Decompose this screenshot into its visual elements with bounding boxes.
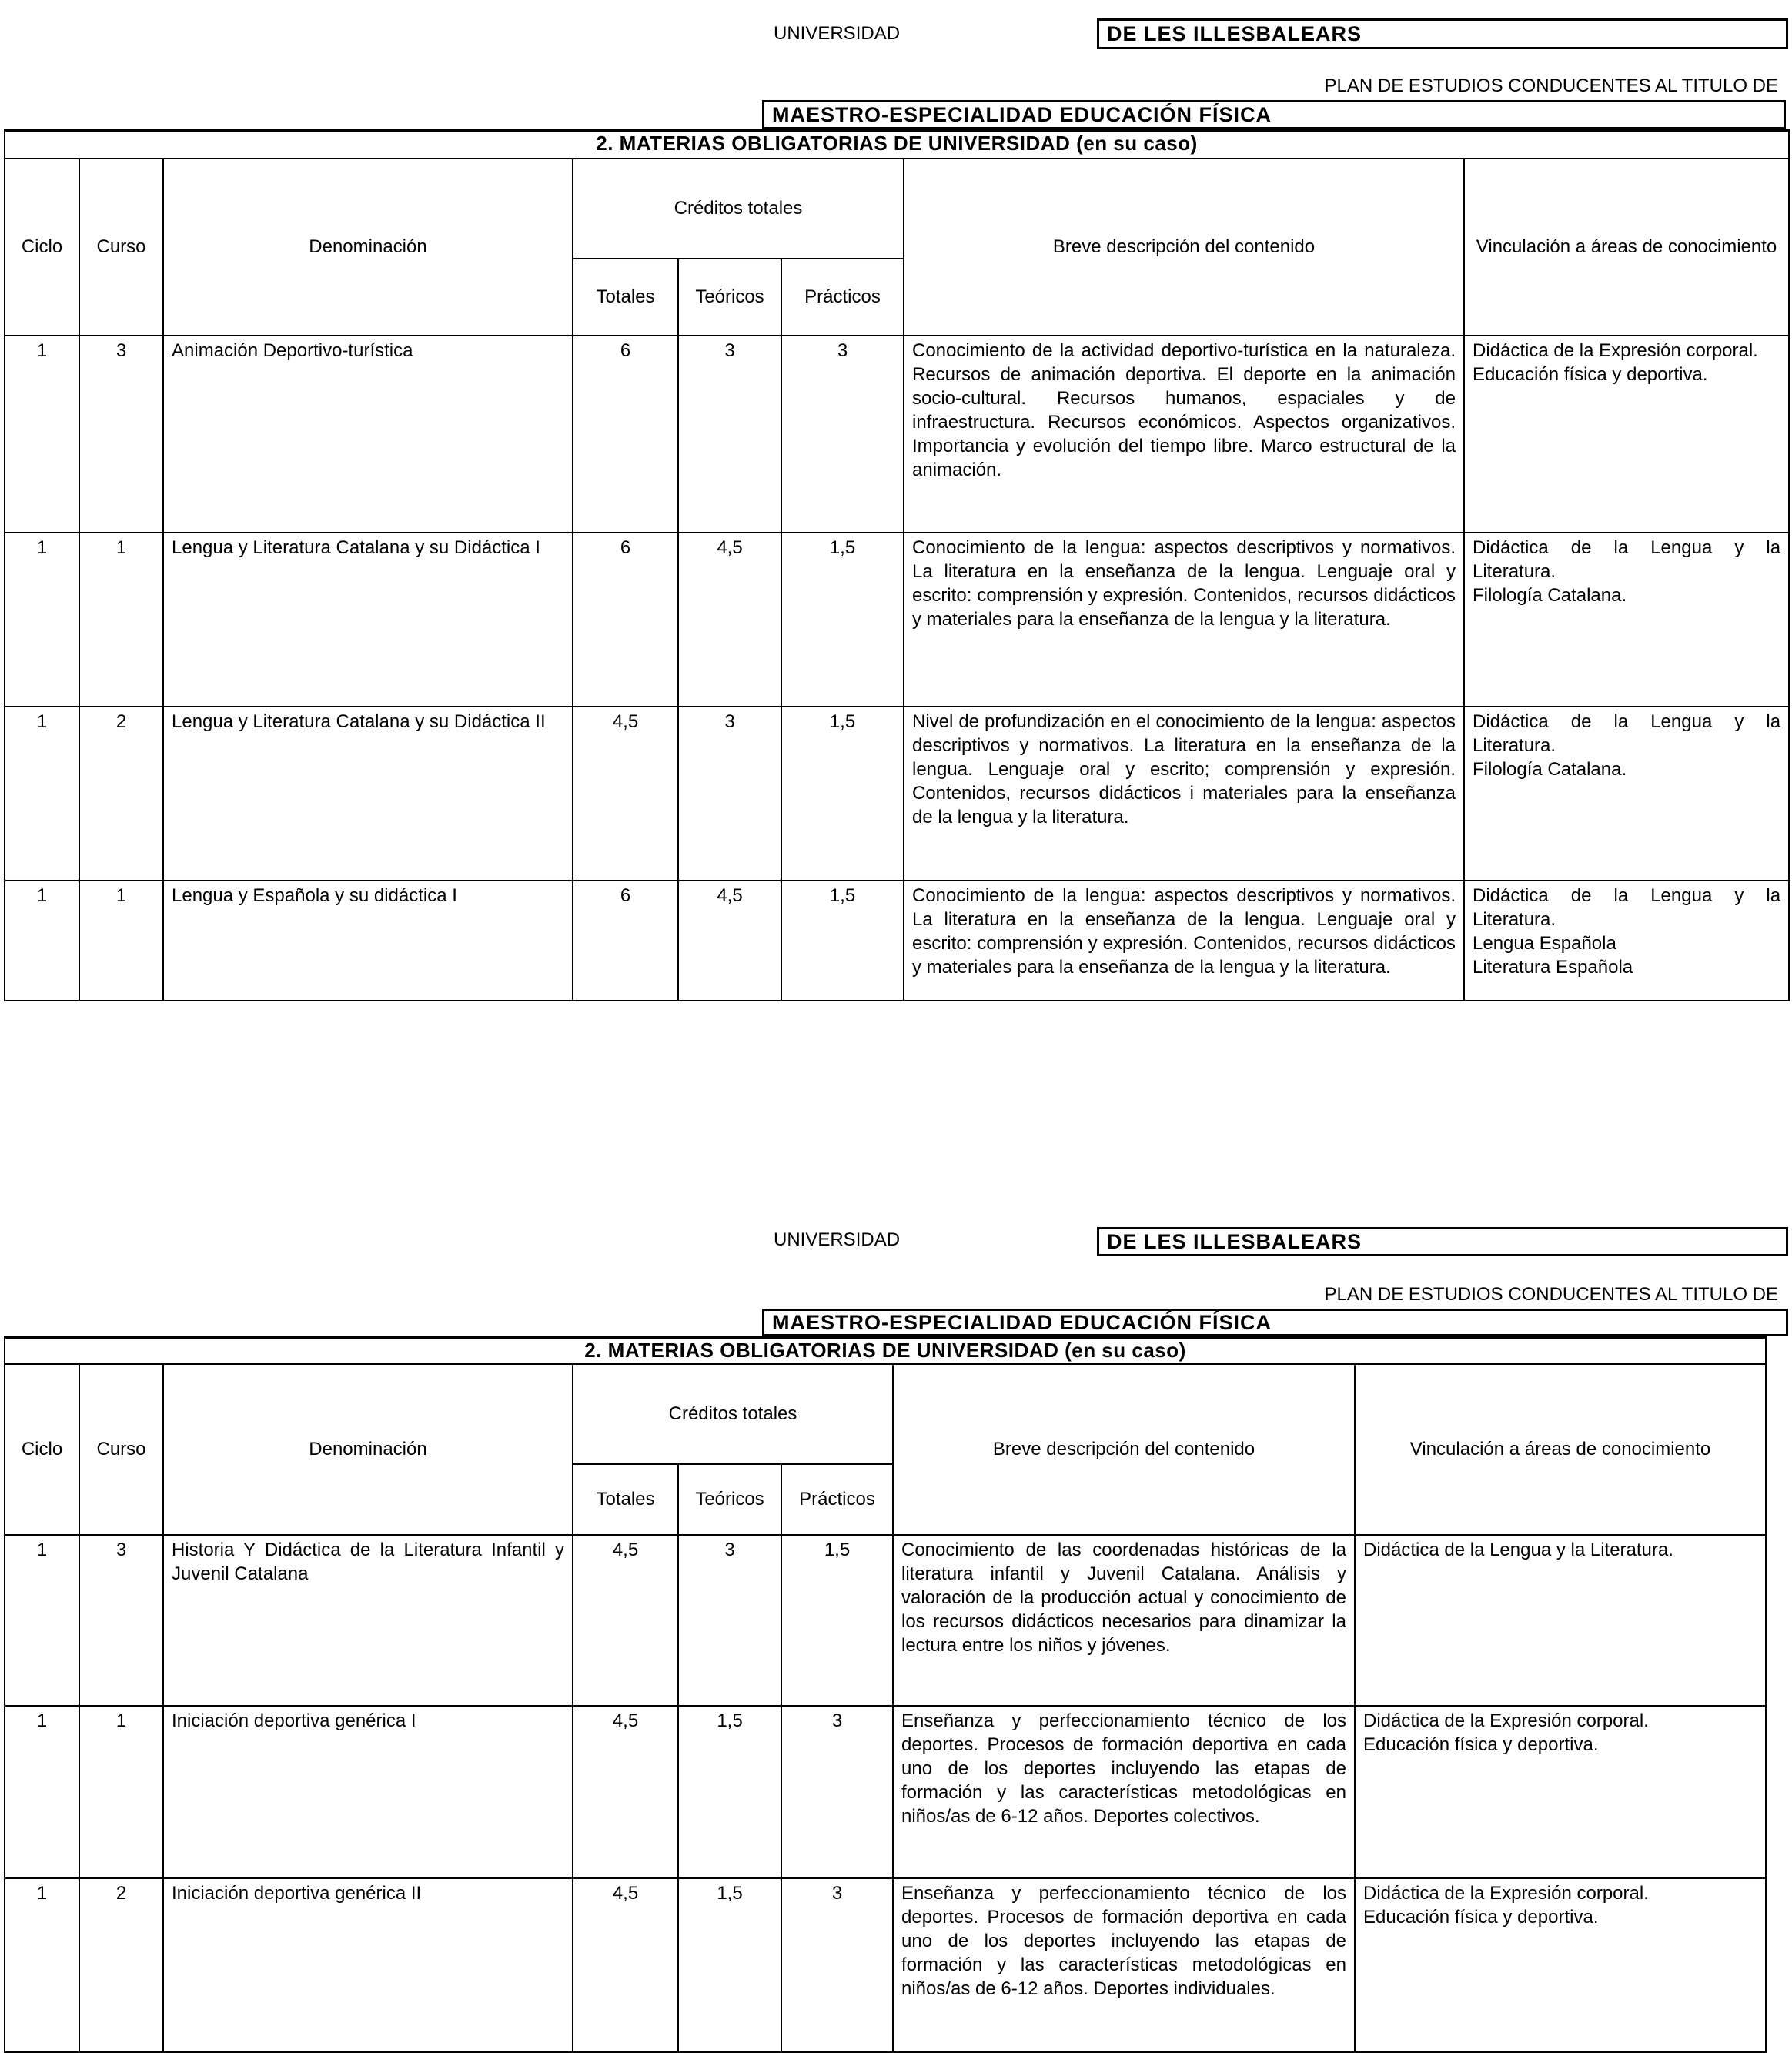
cell-teoricos: 4,5: [678, 533, 781, 707]
vinculacion-line: Filología Catalana.: [1473, 584, 1627, 606]
vinculacion-line: Didáctica de la Expresión corporal.: [1473, 339, 1758, 361]
cell-denominacion: Lengua y Literatura Catalana y su Didáctica II: [163, 707, 573, 881]
university-label: UNIVERSIDAD: [774, 23, 901, 44]
plan-table: [4, 1336, 1767, 2053]
header-teoricos: Teóricos: [678, 259, 781, 336]
cell-totales: 6: [573, 336, 678, 533]
header-vinculacion: Vinculación a áreas de conocimiento: [1464, 159, 1789, 336]
header-vinculacion: Vinculación a áreas de conocimiento: [1355, 1364, 1766, 1535]
vinculacion-line: Filología Catalana.: [1473, 758, 1627, 780]
cell-curso: 1: [79, 533, 163, 707]
header-teoricos: Teóricos: [678, 1464, 781, 1535]
vinculacion-line: Didáctica de la Expresión corporal.: [1363, 1710, 1649, 1731]
cell-ciclo: 1: [5, 336, 79, 533]
cell-descripcion: Conocimiento de la actividad deportivo-turística en la naturaleza. Recursos de animación deportiva. El deporte en la animación socio-cultural. Recursos humanos, espaciales y de infraestructura. Recursos económicos. Aspectos organizativos. Importancia y evolución del tiempo libre. Marco estructural de la animación.: [904, 336, 1464, 533]
cell-practicos: 3: [781, 336, 904, 533]
header-totales: Totales: [573, 1464, 678, 1535]
cell-descripcion: Enseñanza y perfeccionamiento técnico de los deportes. Procesos de formación deportiva en cada uno de los deportes incluyendo las etapas de formación y las características metodológicas en niños/as de 6-12 años. Deportes individuales.: [893, 1878, 1355, 2052]
cell-denominacion: Lengua y Literatura Catalana y su Didáctica I: [163, 533, 573, 707]
header-descripcion: Breve descripción del contenido: [893, 1364, 1355, 1535]
cell-totales: 6: [573, 533, 678, 707]
cell-practicos: 1,5: [781, 707, 904, 881]
cell-ciclo: 1: [5, 533, 79, 707]
cell-denominacion: Iniciación deportiva genérica I: [163, 1706, 573, 1878]
header-practicos: Prácticos: [781, 1464, 893, 1535]
university-name-box: DE LES ILLESBALEARS: [1097, 1227, 1788, 1256]
header-ciclo: Ciclo: [5, 1364, 79, 1535]
cell-teoricos: 4,5: [678, 881, 781, 1001]
cell-vinculacion: [1355, 1878, 1766, 2052]
degree-title-box: MAESTRO-ESPECIALIDAD EDUCACIÓN FÍSICA: [762, 1309, 1788, 1336]
cell-totales: 4,5: [573, 1706, 678, 1878]
cell-totales: 4,5: [573, 707, 678, 881]
vinculacion-line: Educación física y deportiva.: [1473, 363, 1708, 385]
table-row: [5, 1706, 1766, 1878]
cell-ciclo: 1: [5, 881, 79, 1001]
header-denominacion: Denominación: [163, 1364, 573, 1535]
cell-ciclo: 1: [5, 707, 79, 881]
cell-totales: 4,5: [573, 1535, 678, 1706]
cell-curso: 3: [79, 1535, 163, 1706]
cell-ciclo: 1: [5, 1706, 79, 1878]
vinculacion-line: Literatura Española: [1473, 956, 1633, 978]
vinculacion-line: Lengua Española: [1473, 932, 1616, 954]
vinculacion-line: Didáctica de la Lengua y la Literatura.: [1473, 711, 1781, 756]
plan-label: PLAN DE ESTUDIOS CONDUCENTES AL TITULO DE: [1324, 75, 1778, 96]
cell-teoricos: 1,5: [678, 1706, 781, 1878]
cell-descripcion: Nivel de profundización en el conocimiento de la lengua: aspectos descriptivos y normativos. La literatura en la enseñanza de la lengua. Lenguaje oral y escrito; comprensión y expresión. Contenidos, recursos didácticos i materiales para la enseñanza de la lengua y la literatura.: [904, 707, 1464, 881]
section-title: 2. MATERIAS OBLIGATORIAS DE UNIVERSIDAD (en su caso): [5, 1338, 1766, 1364]
section-title: 2. MATERIAS OBLIGATORIAS DE UNIVERSIDAD (en su caso): [5, 131, 1789, 159]
vinculacion-line: Didáctica de la Expresión corporal.: [1363, 1882, 1649, 1904]
cell-denominacion: Animación Deportivo-turística: [163, 336, 573, 533]
table-row: [5, 707, 1789, 881]
cell-practicos: 3: [781, 1706, 893, 1878]
header-practicos: Prácticos: [781, 259, 904, 336]
cell-teoricos: 3: [678, 707, 781, 881]
cell-vinculacion: [1355, 1535, 1766, 1706]
vinculacion-line: Educación física y deportiva.: [1363, 1906, 1599, 1928]
university-label: UNIVERSIDAD: [774, 1229, 901, 1250]
cell-practicos: 1,5: [781, 1535, 893, 1706]
table-row: [5, 881, 1789, 1001]
cell-curso: 2: [79, 707, 163, 881]
cell-totales: 6: [573, 881, 678, 1001]
cell-practicos: 1,5: [781, 533, 904, 707]
cell-practicos: 1,5: [781, 881, 904, 1001]
cell-descripcion: Conocimiento de la lengua: aspectos descriptivos y normativos. La literatura en la enseñanza de la lengua. Lenguaje oral y escrito: comprensión y expresión. Contenidos, recursos didácticos y materiales para la enseñanza de la lengua y la literatura.: [904, 881, 1464, 1001]
vinculacion-line: Educación física y deportiva.: [1363, 1734, 1599, 1755]
cell-descripcion: Enseñanza y perfeccionamiento técnico de los deportes. Procesos de formación deportiva en cada uno de los deportes incluyendo las etapas de formación y las características metodológicas en niños/as de 6-12 años. Deportes colectivos.: [893, 1706, 1355, 1878]
cell-teoricos: 3: [678, 336, 781, 533]
degree-title-box: MAESTRO-ESPECIALIDAD EDUCACIÓN FÍSICA: [762, 100, 1786, 129]
header-descripcion: Breve descripción del contenido: [904, 159, 1464, 336]
cell-totales: 4,5: [573, 1878, 678, 2052]
cell-curso: 2: [79, 1878, 163, 2052]
header-denominacion: Denominación: [163, 159, 573, 336]
cell-curso: 1: [79, 1706, 163, 1878]
cell-vinculacion: [1355, 1706, 1766, 1878]
table-row: [5, 1535, 1766, 1706]
cell-descripcion: Conocimiento de la lengua: aspectos descriptivos y normativos. La literatura en la enseñanza de la lengua. Lenguaje oral y escrito: comprensión y expresión. Contenidos, recursos didácticos y materiales para la enseñanza de la lengua y la literatura.: [904, 533, 1464, 707]
cell-descripcion: Conocimiento de las coordenadas históricas de la literatura infantil y Juvenil Catalana. Análisis y valoración de la producción actual y conocimiento de los recursos didácticos necesarios para dinamizar la lectura entre los niños y jóvenes.: [893, 1535, 1355, 1706]
cell-ciclo: 1: [5, 1878, 79, 2052]
cell-denominacion: Lengua y Española y su didáctica I: [163, 881, 573, 1001]
cell-vinculacion: [1464, 881, 1789, 1001]
header-curso: Curso: [79, 159, 163, 336]
cell-curso: 3: [79, 336, 163, 533]
plan-table: [4, 129, 1790, 1001]
table-row: [5, 336, 1789, 533]
plan-label: PLAN DE ESTUDIOS CONDUCENTES AL TITULO DE: [1324, 1284, 1778, 1305]
table-row: [5, 1878, 1766, 2052]
header-creditos: Créditos totales: [573, 159, 904, 259]
table-row: [5, 533, 1789, 707]
cell-teoricos: 3: [678, 1535, 781, 1706]
cell-denominacion: Historia Y Didáctica de la Literatura Infantil y Juvenil Catalana: [163, 1535, 573, 1706]
cell-practicos: 3: [781, 1878, 893, 2052]
cell-denominacion: Iniciación deportiva genérica II: [163, 1878, 573, 2052]
university-name-box: DE LES ILLESBALEARS: [1097, 18, 1788, 49]
cell-ciclo: 1: [5, 1535, 79, 1706]
header-creditos: Créditos totales: [573, 1364, 893, 1464]
vinculacion-line: Didáctica de la Lengua y la Literatura.: [1473, 537, 1781, 582]
header-curso: Curso: [79, 1364, 163, 1535]
vinculacion-line: Didáctica de la Lengua y la Literatura.: [1363, 1539, 1673, 1560]
cell-vinculacion: [1464, 336, 1789, 533]
cell-curso: 1: [79, 881, 163, 1001]
cell-vinculacion: [1464, 533, 1789, 707]
cell-vinculacion: [1464, 707, 1789, 881]
header-totales: Totales: [573, 259, 678, 336]
cell-teoricos: 1,5: [678, 1878, 781, 2052]
header-ciclo: Ciclo: [5, 159, 79, 336]
vinculacion-line: Didáctica de la Lengua y la Literatura.: [1473, 884, 1781, 930]
